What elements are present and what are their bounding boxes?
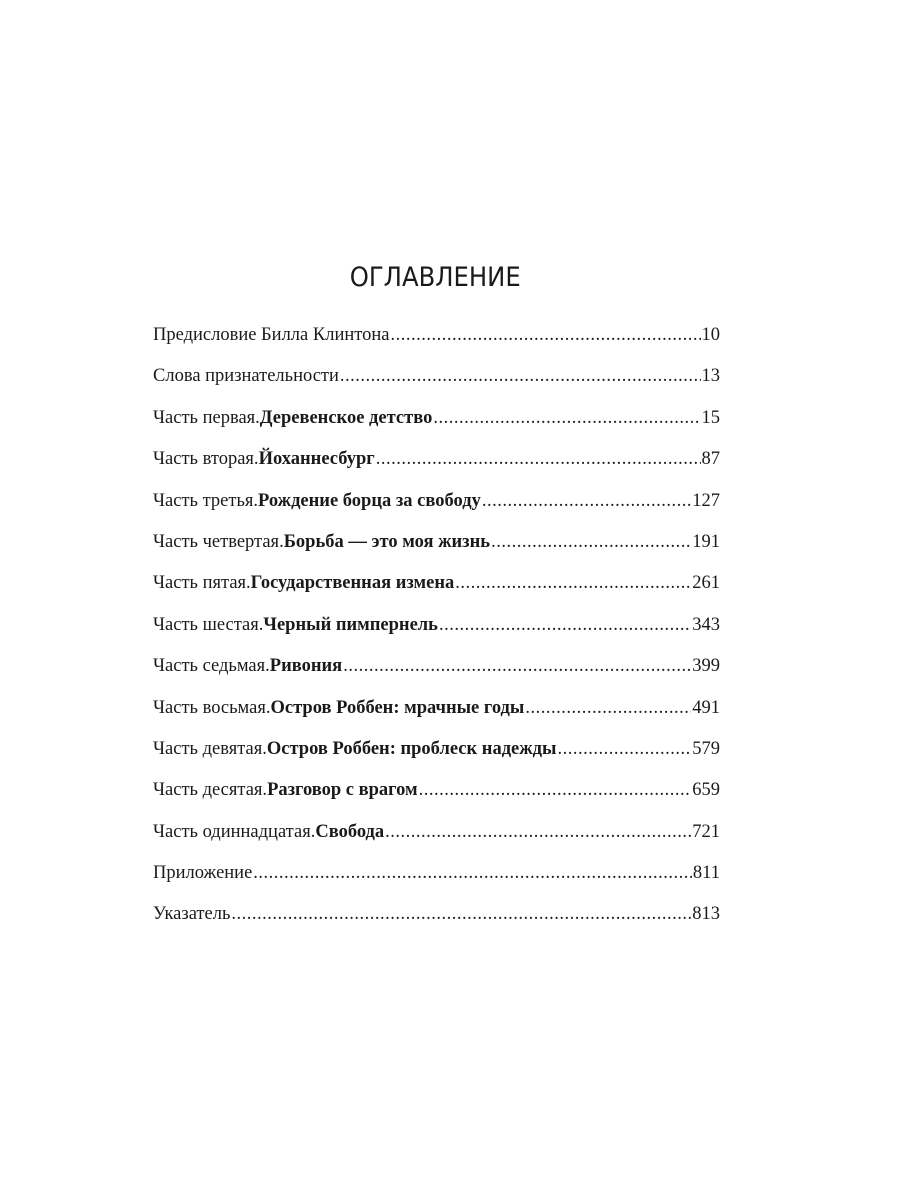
entry-title: Остров Роббен: проблеск надежды	[266, 738, 557, 759]
page-number: 399	[692, 656, 720, 677]
toc-list	[153, 315, 720, 936]
page-number: 813	[692, 904, 720, 925]
entry-prefix: Часть четвертая.	[153, 531, 284, 552]
page-number: 343	[692, 614, 720, 635]
dot-leader	[253, 853, 692, 894]
entry-title: Йоханнесбург	[258, 449, 375, 470]
page-number: 579	[692, 738, 720, 759]
entry-prefix: Слова признательности	[153, 366, 339, 387]
entry-prefix: Приложение	[153, 863, 253, 884]
toc-entry	[153, 853, 720, 894]
page-number: 721	[692, 821, 720, 842]
entry-title: Разговор с врагом	[267, 780, 418, 801]
entry-title: Государственная измена	[250, 573, 455, 594]
dot-leader	[557, 729, 691, 770]
dot-leader	[482, 481, 691, 522]
page-number: 191	[692, 531, 720, 552]
dot-leader	[419, 770, 692, 811]
entry-title: Черный пимпернель	[263, 614, 438, 635]
entry-prefix: Часть третья.	[153, 490, 259, 511]
toc-entry	[153, 812, 720, 853]
entry-prefix: Часть пятая.	[153, 573, 251, 594]
page-number: 659	[692, 780, 720, 801]
entry-title: Борьба — это моя жизнь	[283, 531, 491, 552]
toc-entry	[153, 563, 720, 604]
toc-entry	[153, 439, 720, 480]
entry-title: Остров Роббен: мрачные годы	[270, 697, 525, 718]
page-number: 10	[701, 325, 720, 345]
dot-leader	[433, 398, 700, 439]
entry-prefix: Часть девятая.	[153, 738, 267, 759]
entry-title: Деревенское детство	[259, 407, 433, 428]
page-number: 261	[692, 573, 720, 594]
entry-prefix: Указатель	[153, 904, 231, 925]
page-number: 811	[692, 863, 720, 884]
toc-entry	[153, 522, 720, 563]
entry-title: Свобода	[315, 821, 385, 842]
page-number: 87	[701, 449, 720, 470]
entry-title: Ривония	[269, 656, 343, 677]
page-number: 491	[692, 697, 720, 718]
dot-leader	[343, 646, 691, 687]
dot-leader	[340, 356, 701, 397]
page-number: 15	[701, 407, 720, 428]
entry-prefix: Часть вторая.	[153, 449, 259, 470]
dot-leader	[491, 522, 691, 563]
toc-entry	[153, 646, 720, 687]
dot-leader	[525, 688, 691, 729]
entry-prefix: Часть десятая.	[153, 780, 268, 801]
dot-leader	[385, 812, 691, 853]
toc-entry	[153, 481, 720, 522]
page-number: 127	[692, 490, 720, 511]
entry-prefix: Часть шестая.	[153, 614, 264, 635]
dot-leader	[376, 439, 701, 480]
entry-title: Рождение борца за свободу	[258, 490, 481, 511]
entry-prefix: Часть восьмая.	[153, 697, 271, 718]
toc-entry	[153, 894, 720, 935]
dot-leader	[455, 563, 691, 604]
entry-prefix: Часть одиннадцатая.	[153, 821, 316, 842]
toc-entry	[153, 770, 720, 811]
toc-entry	[153, 398, 720, 439]
dot-leader	[439, 605, 691, 646]
entry-prefix: Часть первая.	[153, 407, 260, 428]
toc-entry	[153, 356, 720, 397]
page-number: 13	[701, 366, 720, 387]
toc-entry	[153, 315, 720, 356]
toc-entry	[153, 729, 720, 770]
entry-prefix: Часть седьмая.	[153, 656, 270, 677]
entry-prefix: Предисловие Билла Клинтона	[153, 325, 390, 345]
toc-entry	[153, 605, 720, 646]
dot-leader	[231, 894, 691, 935]
toc-entry	[153, 688, 720, 729]
toc-heading: ОГЛАВЛЕНИЕ	[349, 262, 521, 293]
dot-leader	[390, 315, 700, 356]
